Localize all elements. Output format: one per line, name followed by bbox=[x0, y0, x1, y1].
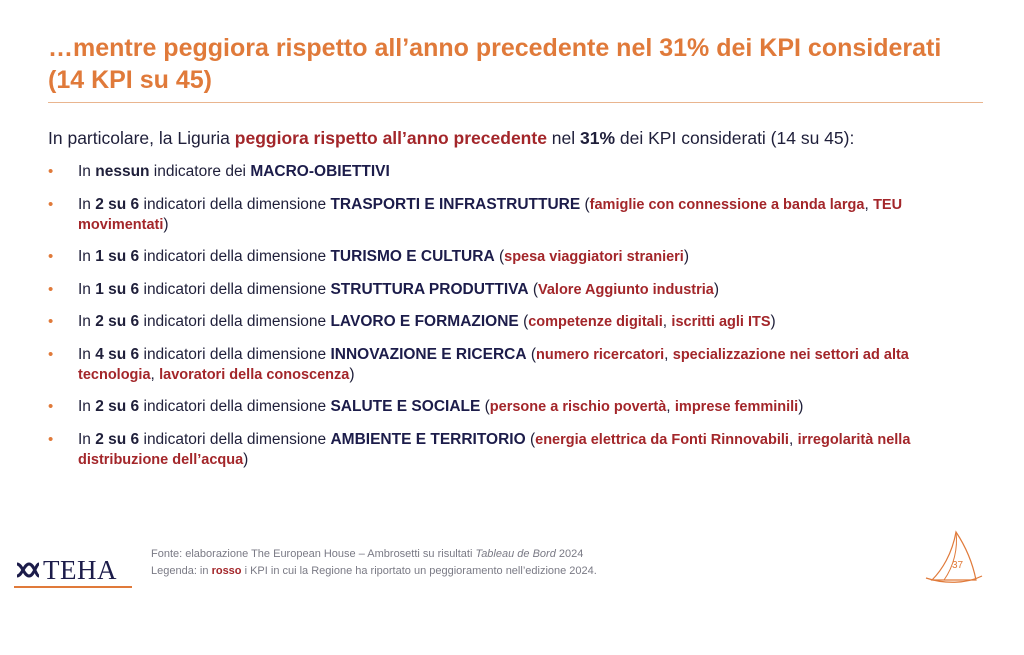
item-open: ( bbox=[528, 280, 538, 298]
item-count: 4 su 6 bbox=[95, 345, 140, 363]
teha-logo bbox=[14, 553, 134, 587]
intro-part2: nel bbox=[546, 128, 581, 148]
bullet-icon: • bbox=[48, 430, 54, 448]
item-kpi: famiglie con connessione a banda larga bbox=[589, 196, 865, 213]
legend-red: rosso bbox=[211, 565, 242, 577]
bullet-icon: • bbox=[48, 195, 54, 213]
intro-text bbox=[48, 126, 988, 150]
intro-highlight: peggiora rispetto all’anno precedente bbox=[234, 128, 547, 148]
bullet-icon: • bbox=[48, 163, 54, 180]
source-suffix: 2024 bbox=[555, 548, 584, 560]
item-close: ) bbox=[683, 248, 690, 265]
item-count: 1 su 6 bbox=[95, 248, 140, 265]
item-mid: indicatori della dimensione bbox=[139, 430, 331, 448]
item-kpi: persone a rischio povertà bbox=[489, 399, 667, 415]
bullet-icon: • bbox=[48, 398, 54, 415]
item-count: 2 su 6 bbox=[95, 195, 140, 213]
item-dimension: SALUTE E SOCIALE bbox=[330, 398, 481, 415]
item-mid: indicatori della dimensione bbox=[139, 398, 331, 415]
item-close: ) bbox=[349, 365, 355, 383]
item-count: 2 su 6 bbox=[95, 430, 140, 448]
item-kpi: competenze digitali bbox=[528, 314, 663, 330]
item-kpi: energia elettrica da Fonti Rinnovabili bbox=[535, 431, 789, 448]
source-prefix: Fonte: elaborazione The European House – Ambrosetti su risultati bbox=[151, 548, 476, 560]
intro-part1: In particolare, la Liguria bbox=[48, 128, 235, 148]
legend-note bbox=[151, 563, 711, 580]
item-open: ( bbox=[526, 345, 536, 363]
legend-prefix: Legenda: in bbox=[151, 565, 212, 577]
bullet-icon: • bbox=[48, 345, 54, 363]
list-item: • In 2 su 6 indicatori della dimensione LAVORO E FORMAZIONE (competenze digitali, iscritti agli ITS) bbox=[48, 313, 776, 330]
list-item bbox=[48, 162, 968, 182]
list-item bbox=[48, 247, 968, 267]
item-kpi: imprese femminili bbox=[674, 399, 799, 415]
item-close: ) bbox=[243, 450, 249, 468]
item-mid: indicatore dei bbox=[149, 163, 251, 180]
item-close: ) bbox=[163, 215, 169, 233]
item-dimension: AMBIENTE E TERRITORIO bbox=[330, 430, 526, 448]
item-dimension: LAVORO E FORMAZIONE bbox=[330, 313, 519, 330]
item-kpi: irregolarità nella distribuzione dell’acqua bbox=[78, 431, 911, 468]
item-close: ) bbox=[770, 313, 776, 330]
source-note bbox=[151, 546, 711, 563]
item-mid: indicatori della dimensione bbox=[139, 313, 331, 330]
bullet-icon: • bbox=[48, 280, 54, 298]
item-kpi: numero ricercatori bbox=[536, 346, 665, 363]
item-open: ( bbox=[525, 430, 536, 448]
footer-notes bbox=[151, 546, 711, 580]
item-dimension: STRUTTURA PRODUTTIVA bbox=[330, 280, 529, 298]
item-kpi: spesa viaggiatori stranieri bbox=[504, 249, 684, 265]
item-prefix: In bbox=[78, 313, 96, 330]
item-open: ( bbox=[518, 313, 529, 330]
list-item: • In 4 su 6 indicatori della dimensione INNOVAZIONE E RICERCA (numero ricercatori, specializzazione nei settori ad alta tecnologia, lavoratori della conoscenza) bbox=[48, 345, 909, 383]
item-open: ( bbox=[480, 398, 490, 415]
legend-suffix: i KPI in cui la Regione ha riportato un peggioramento nell’edizione 2024. bbox=[241, 565, 597, 577]
item-prefix: In bbox=[78, 280, 96, 298]
list-item bbox=[48, 280, 968, 300]
bullet-icon: • bbox=[48, 248, 54, 265]
item-open: ( bbox=[580, 195, 590, 213]
item-count: nessun bbox=[95, 163, 150, 180]
item-mid: indicatori della dimensione bbox=[139, 345, 331, 363]
item-kpi: TEU movimentati bbox=[78, 196, 903, 233]
item-count: 2 su 6 bbox=[95, 398, 140, 415]
item-dimension: TURISMO E CULTURA bbox=[330, 248, 495, 265]
item-prefix: In bbox=[78, 430, 96, 448]
page-number: 37 bbox=[952, 560, 964, 571]
item-kpi: Valore Aggiunto industria bbox=[537, 281, 714, 298]
list-item: • In 2 su 6 indicatori della dimensione TRASPORTI E INFRASTRUTTURE (famiglie con connessione a banda larga, TEU movimentati) bbox=[48, 195, 903, 233]
item-prefix: In bbox=[78, 398, 96, 415]
intro-part3: dei KPI considerati (14 su 45): bbox=[615, 128, 855, 148]
item-mid: indicatori della dimensione bbox=[139, 280, 331, 298]
list-item: • In 2 su 6 indicatori della dimensione AMBIENTE E TERRITORIO (energia elettrica da Fonti Rinnovabili, irregolarità nella distribuzione dell’acqua) bbox=[48, 430, 911, 468]
item-kpi: iscritti agli ITS bbox=[671, 314, 771, 330]
item-dimension: MACRO-OBIETTIVI bbox=[250, 163, 390, 180]
item-open: ( bbox=[494, 248, 505, 265]
teha-logo-icon bbox=[14, 557, 40, 583]
item-mid: indicatori della dimensione bbox=[139, 195, 331, 213]
item-dimension: INNOVAZIONE E RICERCA bbox=[330, 345, 527, 363]
item-prefix: In bbox=[78, 248, 96, 265]
item-count: 1 su 6 bbox=[95, 280, 140, 298]
page-title: …mentre peggiora rispetto all’anno precedente nel 31% dei KPI considerati (14 KPI su 45) bbox=[48, 34, 942, 94]
logo-underline bbox=[14, 586, 132, 588]
title-divider bbox=[48, 102, 983, 103]
item-close: ) bbox=[798, 398, 804, 415]
item-dimension: TRASPORTI E INFRASTRUTTURE bbox=[330, 195, 581, 213]
item-prefix: In bbox=[78, 345, 96, 363]
item-kpi: lavoratori della conoscenza bbox=[159, 366, 350, 383]
item-prefix: In bbox=[78, 163, 96, 180]
item-close: ) bbox=[713, 280, 720, 298]
intro-percent: 31% bbox=[580, 128, 616, 148]
kpi-list bbox=[48, 162, 968, 482]
item-prefix: In bbox=[78, 195, 96, 213]
sail-icon bbox=[924, 530, 984, 585]
logo-text: TEHA bbox=[43, 554, 117, 585]
bullet-icon: • bbox=[48, 313, 54, 330]
item-mid: indicatori della dimensione bbox=[139, 248, 331, 265]
source-italic: Tableau de Bord bbox=[475, 548, 556, 560]
item-kpi: specializzazione nei settori ad alta tecnologia bbox=[78, 346, 909, 383]
item-count: 2 su 6 bbox=[95, 313, 140, 330]
list-item: • In 2 su 6 indicatori della dimensione SALUTE E SOCIALE (persone a rischio povertà, imprese femminili) bbox=[48, 398, 804, 415]
